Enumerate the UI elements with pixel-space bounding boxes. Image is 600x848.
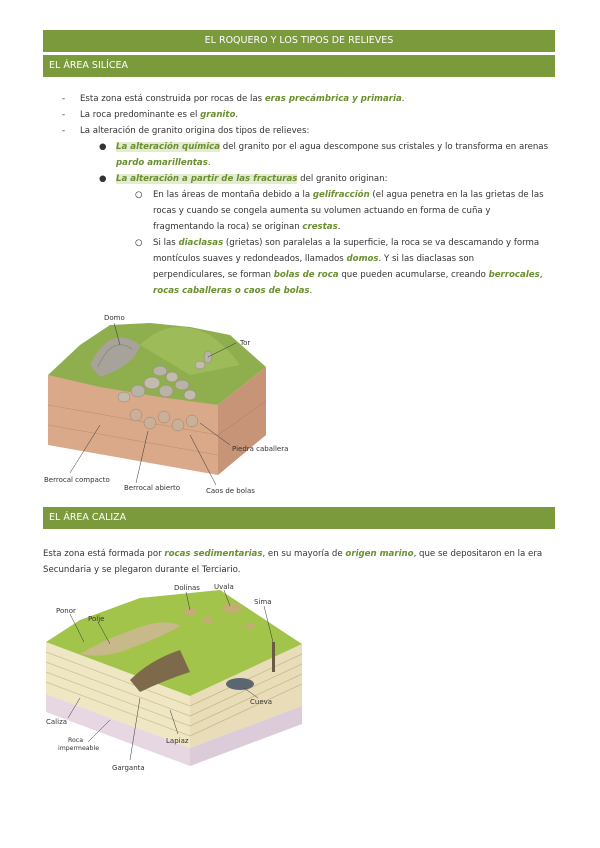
bullet-granito [80,107,238,123]
text: Si las [153,238,179,248]
keyword-domos: domos [346,254,379,264]
bullet-circle: ○ [135,190,143,200]
keyword-granito: granito [200,110,236,120]
circle-gelifraccion [153,187,544,203]
text: , [539,270,543,280]
label-ponor: Ponor [56,607,76,615]
sima-shaft [272,642,275,672]
text: del granito por el agua descompone sus cristales y lo transforma en arenas [220,142,549,152]
circle-diaclasas [153,235,539,251]
label-cueva: Cueva [250,698,273,706]
text: montículos suaves y redondeados, llamados [153,254,347,264]
bullet-dot: ● [99,142,107,152]
granite-relief-illustration [40,305,300,497]
subbullet-fracturas [116,171,388,187]
label-impermeable: impermeable [58,745,99,752]
text: . [207,158,211,168]
label-roca: Roca [68,737,83,744]
label-tor: Tor [240,339,251,347]
circle-gelifraccion-line3 [153,219,340,235]
document-title: EL ROQUERO Y LOS TIPOS DE RELIEVES [43,30,555,52]
label-dolinas: Dolinas [174,584,200,592]
label-berrocal-compacto: Berrocal compacto [44,476,110,484]
section-heading-caliza: EL ÁREA CALIZA [43,507,555,529]
label-caliza: Caliza [46,718,68,726]
label-caos-de-bolas: Caos de bolas [206,487,255,495]
karst-relief-illustration [40,580,310,776]
text: (el agua penetra en la las grietas de las [369,190,544,200]
text: perpendiculares, se forman [153,270,274,280]
keyword-diaclasas: diaclasas [178,238,224,248]
section-heading-silicea: EL ÁREA SILÍCEA [43,55,555,77]
circle-diaclasas-line4 [153,283,312,299]
label-sima: Sima [254,598,272,606]
text: , que se depositaron en la era [413,549,543,559]
subbullet-quimica [116,139,556,155]
text: . [309,286,313,296]
bullet-circle: ○ [135,238,143,248]
keyword-crestas: crestas [302,222,338,232]
text: , en su mayoría de [262,549,346,559]
doline [245,623,255,629]
text: . Y si las diaclasas son [378,254,475,264]
bullet-dash: - [62,94,66,104]
circle-diaclasas-line2 [153,251,474,267]
text: del granito originan: [297,174,388,184]
keyword-rocas-sedimentarias: rocas sedimentarias [164,549,263,559]
keyword-fracturas: La alteración a partir de las fracturas [116,174,298,184]
subbullet-quimica-line2 [116,155,211,171]
keyword-alteracion-quimica: La alteración química [116,142,221,152]
keyword-bolas-de-roca: bolas de roca [273,270,339,280]
text: fragmentando la roca) se originan [153,222,303,232]
bullet-alteracion [80,123,309,139]
text: La roca predominante es el [80,110,201,120]
bullet-dash: - [62,126,66,136]
keyword-berrocales: berrocales [488,270,540,280]
text: Esta zona está construida por rocas de las [80,94,265,104]
text: (grietas) son paralelas a la superficie, la roca se va descamando y forma [223,238,540,248]
bullet-dash: - [62,110,66,120]
doline [202,617,214,624]
label-uvala: Uvala [214,583,234,591]
text: . [401,94,405,104]
label-polje: Polje [88,615,105,623]
circle-gelifraccion-line2: rocas y cuando se congela aumenta su volumen actuando en forma de cuña y [153,206,491,216]
bullet-dot: ● [99,174,107,184]
label-piedra-caballera: Piedra caballera [232,445,289,453]
keyword-caos-de-bolas: rocas caballeras o caos de bolas [153,286,310,296]
caliza-paragraph-line1 [43,546,542,562]
label-lapiaz: Lapiaz [166,737,189,745]
circle-diaclasas-line3 [153,267,542,283]
label-domo: Domo [104,314,125,322]
keyword-origen-marino: origen marino [345,549,414,559]
caliza-paragraph-line2: Secundaria y se plegaron durante el Terciario. [43,565,241,575]
keyword-pardo: pardo amarillentas [116,158,208,168]
bullet-eras [80,91,405,107]
text: Esta zona está formada por [43,549,165,559]
text: . [337,222,341,232]
text: que pueden acumularse, creando [338,270,489,280]
uvala [222,603,242,613]
label-garganta: Garganta [112,764,145,772]
keyword-gelifraccion: gelifracción [312,190,370,200]
label-berrocal-abierto: Berrocal abierto [124,484,181,492]
keyword-eras: eras precámbrica y primaria [264,94,402,104]
text: En las áreas de montaña debido a la [153,190,313,200]
text: La alteración de granito origina dos tipos de relieves: [80,126,310,136]
cave-opening [226,678,254,690]
text: . [235,110,239,120]
